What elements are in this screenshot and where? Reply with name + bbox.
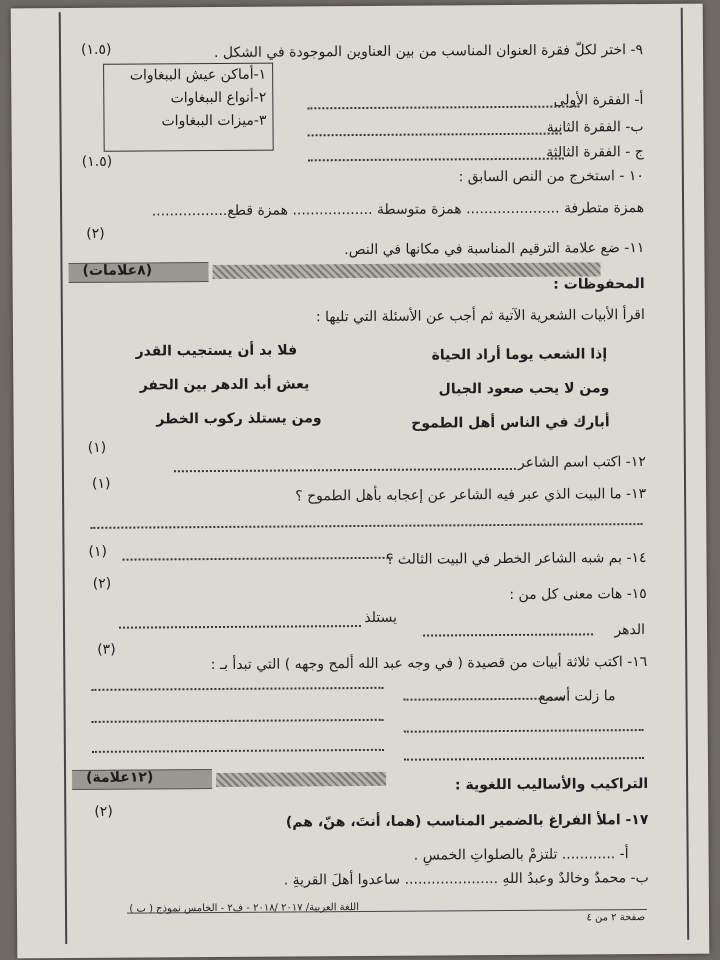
memorization-title: المحفوظات : xyxy=(553,276,645,293)
q16-question: ١٦- اكتب ثلاثة أبيات من قصيدة ( في وجه عبد الله ألمح وجهه ) التي تبدأ بـ : xyxy=(210,653,648,674)
q14-question: ١٤- بم شبه الشاعر الخطر في البيت الثالث ؟ xyxy=(385,550,647,568)
section-divider xyxy=(216,772,386,787)
q10-question: ١٠ - استخرج من النص السابق : xyxy=(458,168,644,186)
poem-line-2-right: ومن لا يحب صعود الجبال xyxy=(438,380,610,398)
poem-line-2-left: يعش أبد الدهر بين الحفر xyxy=(139,376,310,394)
q16-start-text: ما زلت أسمع xyxy=(538,688,616,705)
titles-box xyxy=(103,63,274,152)
q9-item-c: ج - الفقرة الثالثة xyxy=(546,144,644,161)
q14-mark: (١) xyxy=(88,543,108,560)
poem-intro: اقرأ الأبيات الشعرية الآتية ثم أجب عن الأسئلة التي تليها : xyxy=(315,307,645,326)
q11-mark: (٢) xyxy=(86,225,105,242)
memorization-marks: (٨علامات) xyxy=(82,262,153,279)
poem-line-1-left: فلا بد أن يستجيب القدر xyxy=(135,342,298,360)
q15-mark: (٢) xyxy=(92,575,112,592)
box-title-3: ٣-ميزات الببغاوات xyxy=(161,112,267,130)
q16-mark: (٣) xyxy=(97,641,116,658)
q17-item-b[interactable]: ب- محمدٌ وخالدٌ وعبدُ اللهِ ..................... ساعدوا أهلَ القريةِ . xyxy=(283,869,649,889)
footer-info: اللغة العربية/ ٢٠١٧ /٢٠١٨ - ف٢ - الخامس نموذج ( ب ) xyxy=(129,902,360,915)
q12-question: ١٢- اكتب اسم الشاعر xyxy=(517,454,646,471)
box-title-1: ١-أماكن عيش الببغاوات xyxy=(129,66,267,84)
q15-word-2: يستلذ xyxy=(364,609,398,626)
q9-mark: (١.٥) xyxy=(80,41,112,58)
q9-item-a: أ- الفقرة الأولى xyxy=(553,92,644,109)
grammar-title: التراكيب والأساليب اللغوية : xyxy=(454,775,649,794)
q13-mark: (١) xyxy=(91,475,111,492)
poem-line-3-left: ومن يستلذ ركوب الخطر xyxy=(156,410,322,428)
poem-line-1-right: إذا الشعب يوما أراد الحياة xyxy=(431,346,608,364)
q13-question: ١٣- ما البيت الذي عبر فيه الشاعر عن إعجابه بأهل الطموح ؟ xyxy=(295,486,647,505)
q10-answer-line[interactable]: همزة متطرفة ..................... همزة متوسطة .................. همزة قطع................. xyxy=(151,200,645,220)
exam-page xyxy=(11,4,710,959)
grammar-marks: (١٢علامة) xyxy=(86,769,154,786)
section-divider xyxy=(212,262,600,279)
page-number: صفحة ٢ من ٤ xyxy=(586,912,646,924)
q9-item-b: ب- الفقرة الثانية xyxy=(546,119,644,136)
q10-mark: (١.٥) xyxy=(81,153,113,170)
q15-question: ١٥- هات معنى كل من : xyxy=(509,586,647,603)
q11-question: ١١- ضع علامة الترقيم المناسبة في مكانها في النص. xyxy=(344,240,645,259)
q15-word-1: الدهر xyxy=(614,622,646,639)
q9-question: ٩- اختر لكلّ فقرة العنوان المناسب من بين العناوين الموجودة في الشكل . xyxy=(213,42,644,62)
box-title-2: ٢-أنواع الببغاوات xyxy=(170,89,267,107)
q17-item-a[interactable]: أ- ............ تلتزمْ بالصلواتِ الخمسِ . xyxy=(413,846,629,864)
q17-question: ١٧- املأ الفراغ بالضمير المناسب (هما، أنتَ، هنّ، هم) xyxy=(285,811,649,831)
q17-mark: (٢) xyxy=(94,803,113,820)
q12-mark: (١) xyxy=(87,439,107,456)
poem-line-3-right: أبارك في الناس أهل الطموح xyxy=(411,414,610,432)
